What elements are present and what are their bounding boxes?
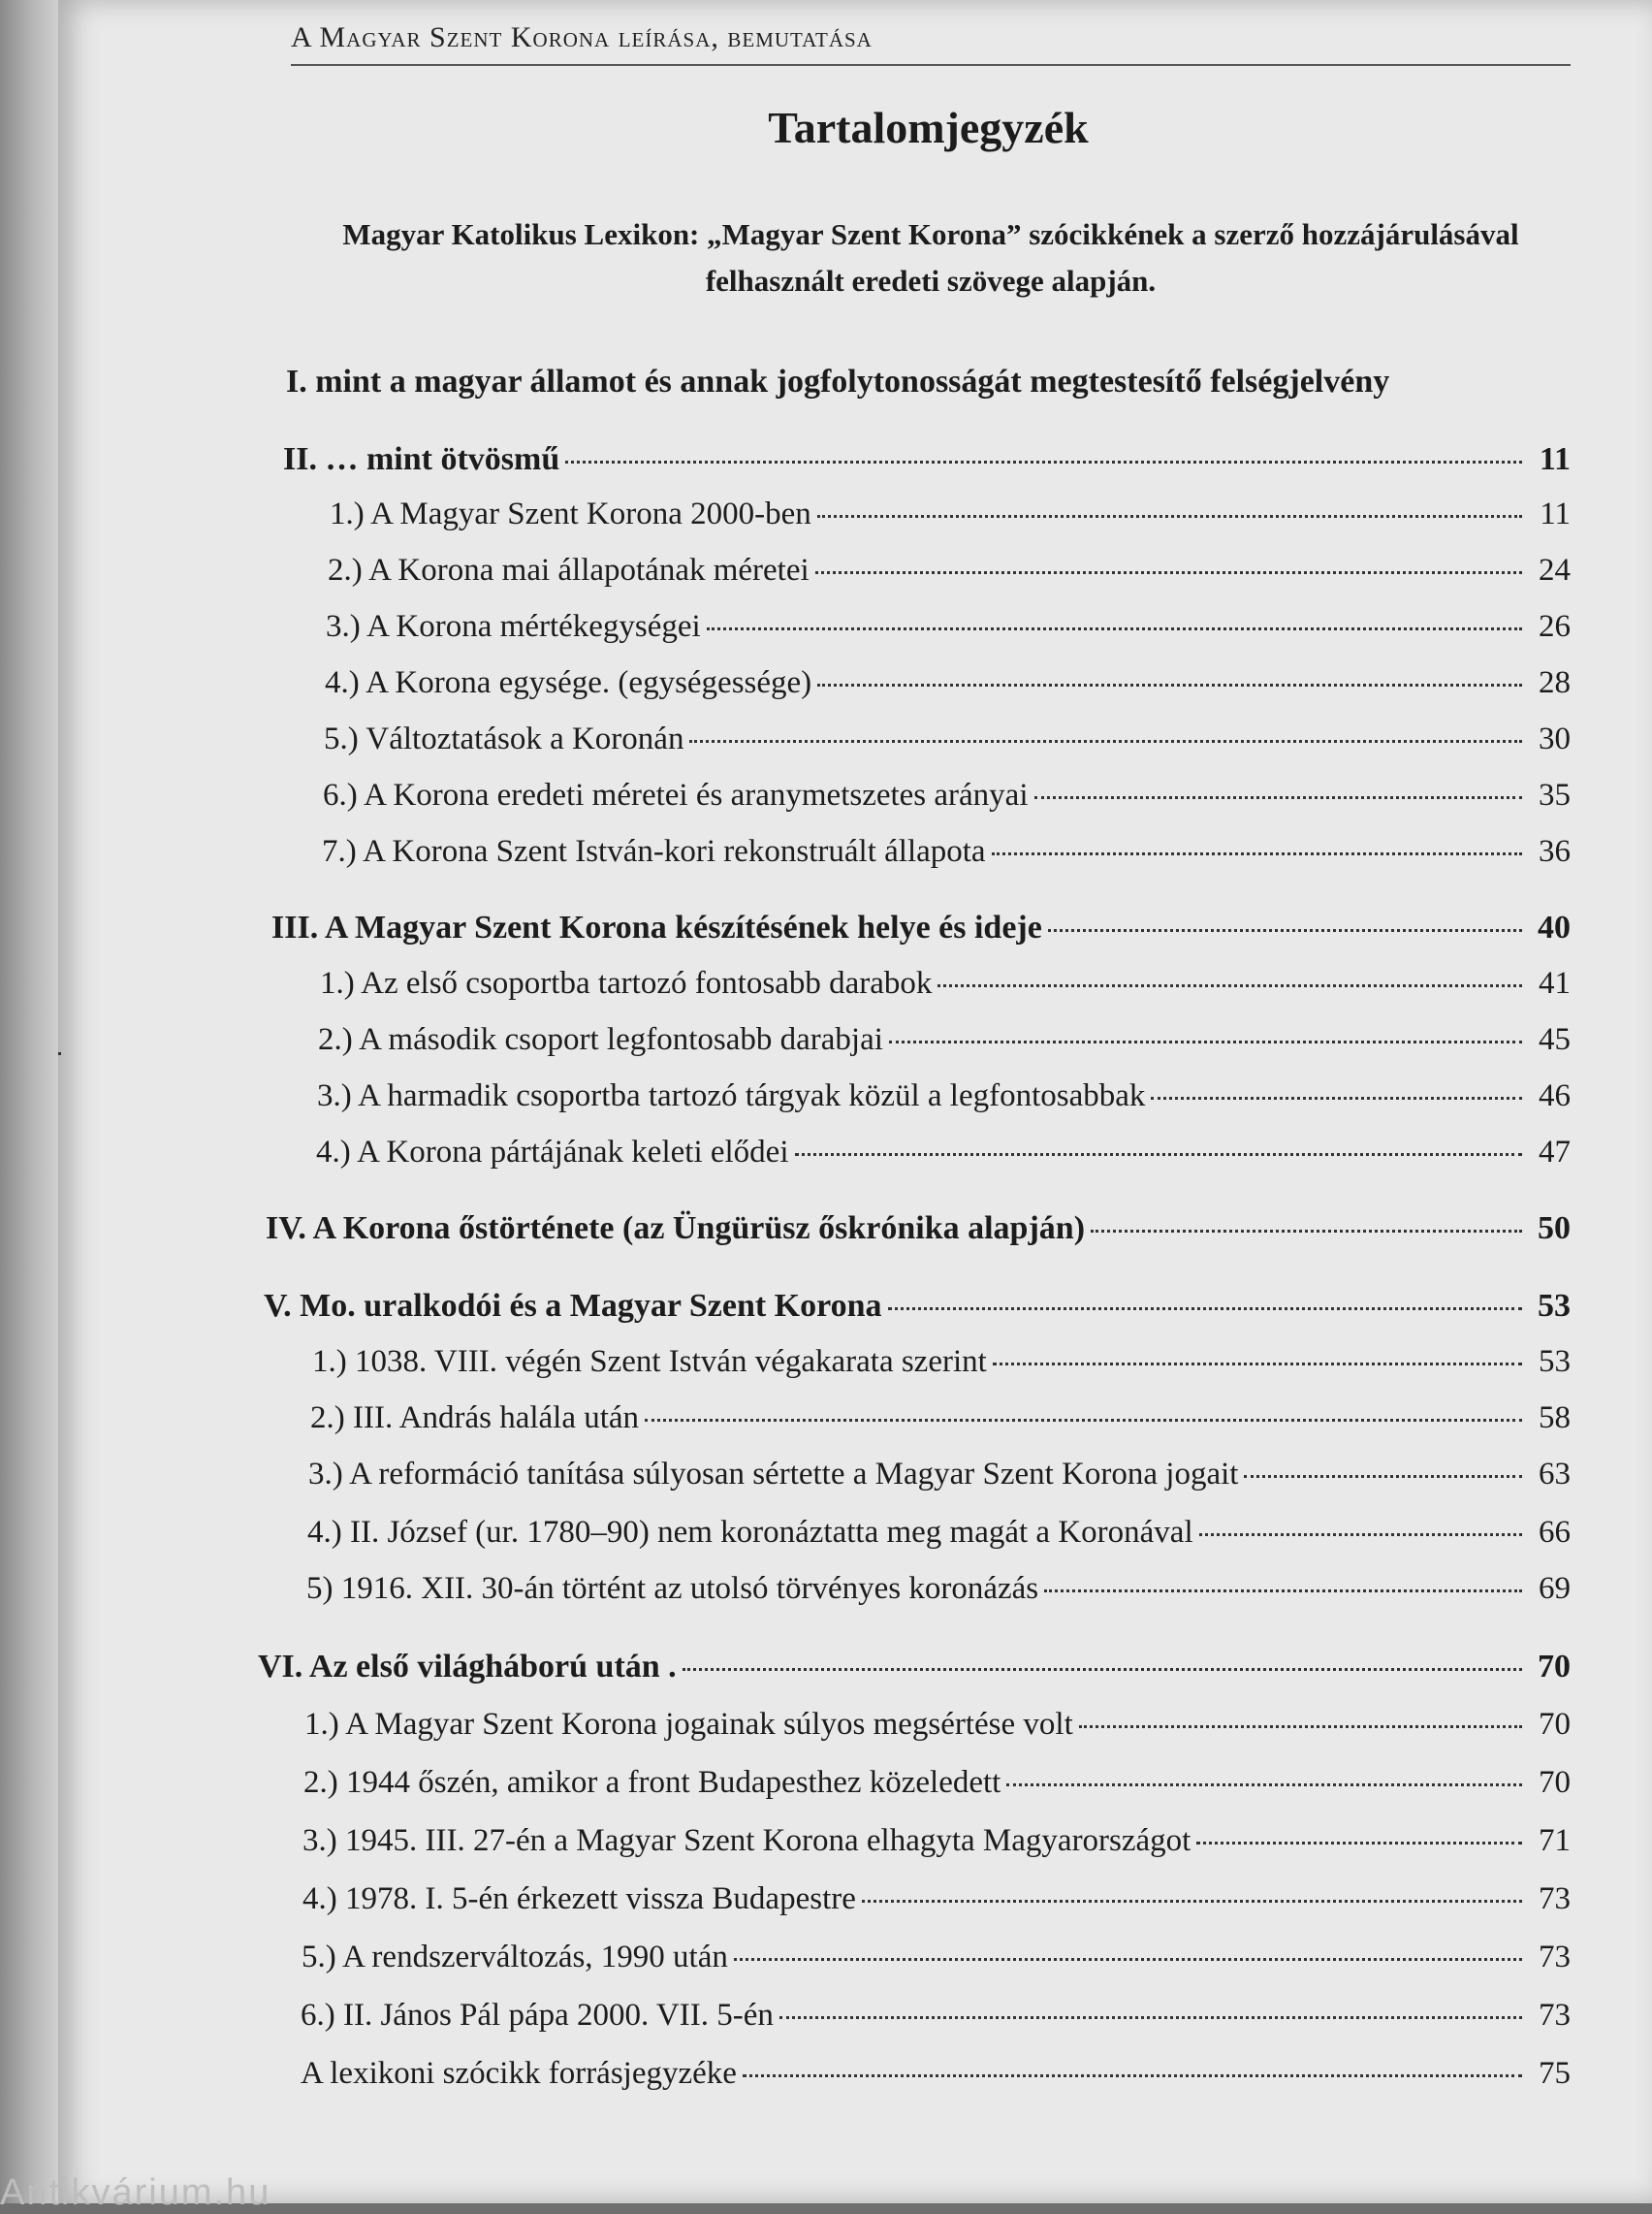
page-title: Tartalomjegyzék: [768, 103, 1089, 152]
dot-leader: [645, 1419, 1522, 1422]
toc-page-number: 70: [1538, 1649, 1571, 1685]
toc-page-number: 50: [1538, 1210, 1571, 1246]
toc-page-number: 11: [1540, 497, 1571, 531]
toc-item: [330, 497, 1571, 539]
toc-label: A lexikoni szócikk forrásjegyzéke: [301, 2056, 737, 2091]
toc-item: [302, 1823, 1571, 1866]
toc-item: [312, 1344, 1571, 1387]
toc-item-sources: [301, 2056, 1571, 2099]
toc-label: 4.) 1978. I. 5-én érkezett vissza Budapestre: [302, 1881, 856, 1916]
toc-page-number: 58: [1539, 1400, 1571, 1435]
toc-item: [325, 665, 1571, 708]
dot-leader: [707, 627, 1522, 630]
toc-item: [306, 1571, 1571, 1614]
toc-label: 1.) A Magyar Szent Korona jogainak súlyos megsértése volt: [304, 1707, 1073, 1742]
toc-item: [322, 834, 1571, 877]
dot-leader: [937, 984, 1522, 987]
toc-page-number: 70: [1539, 1707, 1571, 1742]
toc-item: [320, 966, 1571, 1009]
dot-leader: [862, 1900, 1522, 1903]
dot-leader: [1196, 1842, 1522, 1845]
toc-page-number: 36: [1539, 834, 1571, 869]
toc-label: 4.) A Korona egysége. (egységessége): [325, 665, 812, 700]
toc-page-number: 46: [1539, 1078, 1571, 1113]
dot-leader: [992, 852, 1522, 855]
toc-page-number: 71: [1539, 1823, 1571, 1858]
dot-leader: [795, 1153, 1523, 1156]
dot-leader: [689, 740, 1522, 743]
toc-label: 2.) A Korona mai állapotának méretei: [328, 553, 810, 588]
toc-label: 7.) A Korona Szent István-kori rekonstruált állapota: [322, 834, 986, 869]
toc-item: [307, 1515, 1571, 1557]
toc-item: [323, 778, 1571, 820]
toc-section-3: [271, 910, 1571, 952]
subtitle: Magyar Katolikus Lexikon: „Magyar Szent Korona” szócikkének a szerző hozzájárulásával felhasznált eredeti szövege alapján.: [342, 217, 1519, 298]
toc-label: 3.) A harmadik csoportba tartozó tárgyak közül a legfontosabbak: [317, 1078, 1146, 1113]
dot-leader: [1151, 1097, 1522, 1100]
toc-item: [326, 609, 1571, 652]
toc-page-number: 47: [1539, 1135, 1571, 1170]
toc-label: 5) 1916. XII. 30-án történt az utolsó törvényes koronázás: [306, 1571, 1039, 1606]
toc-section-1: [286, 364, 1566, 406]
toc-label: 3.) A reformáció tanítása súlyosan sértette a Magyar Szent Korona jogait: [308, 1457, 1239, 1492]
toc-page-number: 73: [1539, 1881, 1571, 1916]
dot-leader: [1034, 796, 1523, 799]
running-head: A Magyar Szent Korona leírása, bemutatása: [291, 21, 1571, 66]
toc-item: [324, 722, 1571, 764]
toc-item: [301, 1998, 1571, 2040]
toc-label: V. Mo. uralkodói és a Magyar Szent Korona: [264, 1288, 882, 1324]
toc-section-5: [264, 1288, 1571, 1331]
toc-page-number: 41: [1539, 966, 1571, 1001]
toc-item: [316, 1135, 1571, 1177]
toc-item: [328, 553, 1571, 595]
dot-leader: [1044, 1589, 1522, 1592]
dot-leader: [1006, 1783, 1522, 1786]
dot-leader: [815, 571, 1522, 574]
dot-leader: [683, 1668, 1522, 1671]
toc-page-number: 35: [1539, 778, 1571, 813]
dot-leader: [1048, 929, 1522, 932]
dot-leader: [1079, 1725, 1522, 1728]
toc-label: 3.) A Korona mértékegységei: [326, 609, 701, 644]
toc-label: 4.) A Korona pártájának keleti elődei: [316, 1135, 789, 1170]
toc-label: 2.) 1944 őszén, amikor a front Budapesthez közeledett: [303, 1765, 1001, 1800]
toc-label: 5.) A rendszerváltozás, 1990 után: [302, 1940, 728, 1974]
dot-leader: [817, 684, 1522, 687]
toc-label: 2.) III. András halála után: [310, 1400, 640, 1435]
dot-leader: [889, 1041, 1522, 1043]
toc-item: [318, 1022, 1571, 1065]
toc-page-number: 66: [1539, 1515, 1571, 1550]
dot-leader: [1244, 1475, 1522, 1478]
toc-item: [308, 1457, 1571, 1499]
toc-label: 6.) II. János Pál pápa 2000. VII. 5-én: [301, 1998, 774, 2033]
toc-section-4: [266, 1210, 1571, 1253]
toc-label: 1.) Az első csoportba tartozó fontosabb darabok: [320, 966, 933, 1001]
toc-section-6: [258, 1649, 1571, 1691]
toc-label: 1.) A Magyar Szent Korona 2000-ben: [330, 497, 811, 531]
toc-page-number: 40: [1538, 910, 1571, 946]
toc-label: 3.) 1945. III. 27-én a Magyar Szent Korona elhagyta Magyarországot: [302, 1823, 1191, 1858]
toc-label: III. A Magyar Szent Korona készítésének helye és ideje: [271, 910, 1042, 946]
toc-page-number: 75: [1539, 2056, 1571, 2091]
dot-leader: [734, 1958, 1522, 1961]
dot-leader: [993, 1363, 1522, 1365]
toc-label: I. mint a magyar államot és annak jogfolytonosságát megtestesítő felségjelvény: [286, 364, 1390, 400]
toc-page-number: 63: [1539, 1457, 1571, 1492]
toc-item: [317, 1078, 1571, 1121]
toc-page-number: 70: [1539, 1765, 1571, 1800]
dot-leader: [1199, 1533, 1522, 1536]
toc-page-number: 53: [1539, 1344, 1571, 1379]
toc-label: II. … mint ötvösmű: [283, 441, 560, 477]
toc-page-number: 45: [1539, 1022, 1571, 1057]
toc-page-number: 73: [1539, 1998, 1571, 2033]
toc-label: IV. A Korona őstörténete (az Üngürüsz őskrónika alapján): [266, 1210, 1086, 1246]
toc-page-number: 30: [1539, 722, 1571, 756]
toc-page-number: 69: [1539, 1571, 1571, 1606]
toc-label: 6.) A Korona eredeti méretei és aranymetszetes arányai: [323, 778, 1029, 813]
toc-item: [302, 1940, 1571, 1982]
dot-leader: [743, 2074, 1522, 2077]
dot-leader: [779, 2016, 1522, 2019]
toc-item: [304, 1707, 1571, 1749]
toc-label: 4.) II. József (ur. 1780–90) nem koronáztatta meg magát a Koronával: [307, 1515, 1193, 1550]
toc-page-number: 24: [1539, 553, 1571, 588]
dot-leader: [888, 1307, 1522, 1310]
toc-page-number: 73: [1539, 1940, 1571, 1974]
toc-label: 1.) 1038. VIII. végén Szent István végakarata szerint: [312, 1344, 987, 1379]
toc-item: [310, 1400, 1571, 1443]
toc-label: 5.) Változtatások a Koronán: [324, 722, 684, 756]
toc-item: [302, 1881, 1571, 1924]
toc-page-number: 26: [1539, 609, 1571, 644]
dot-leader: [1091, 1230, 1522, 1233]
toc-page-number: 53: [1538, 1288, 1571, 1324]
watermark: Antikvárium.hu: [0, 2172, 271, 2213]
toc-page-number: 11: [1539, 441, 1571, 477]
dot-leader: [565, 461, 1522, 464]
dot-leader: [817, 515, 1522, 518]
toc-label: 2.) A második csoport legfontosabb darabjai: [318, 1022, 883, 1057]
toc-item: [303, 1765, 1571, 1808]
toc-section-2: [283, 441, 1571, 484]
toc-page-number: 28: [1539, 665, 1571, 700]
toc-label: VI. Az első világháború után .: [258, 1649, 677, 1685]
